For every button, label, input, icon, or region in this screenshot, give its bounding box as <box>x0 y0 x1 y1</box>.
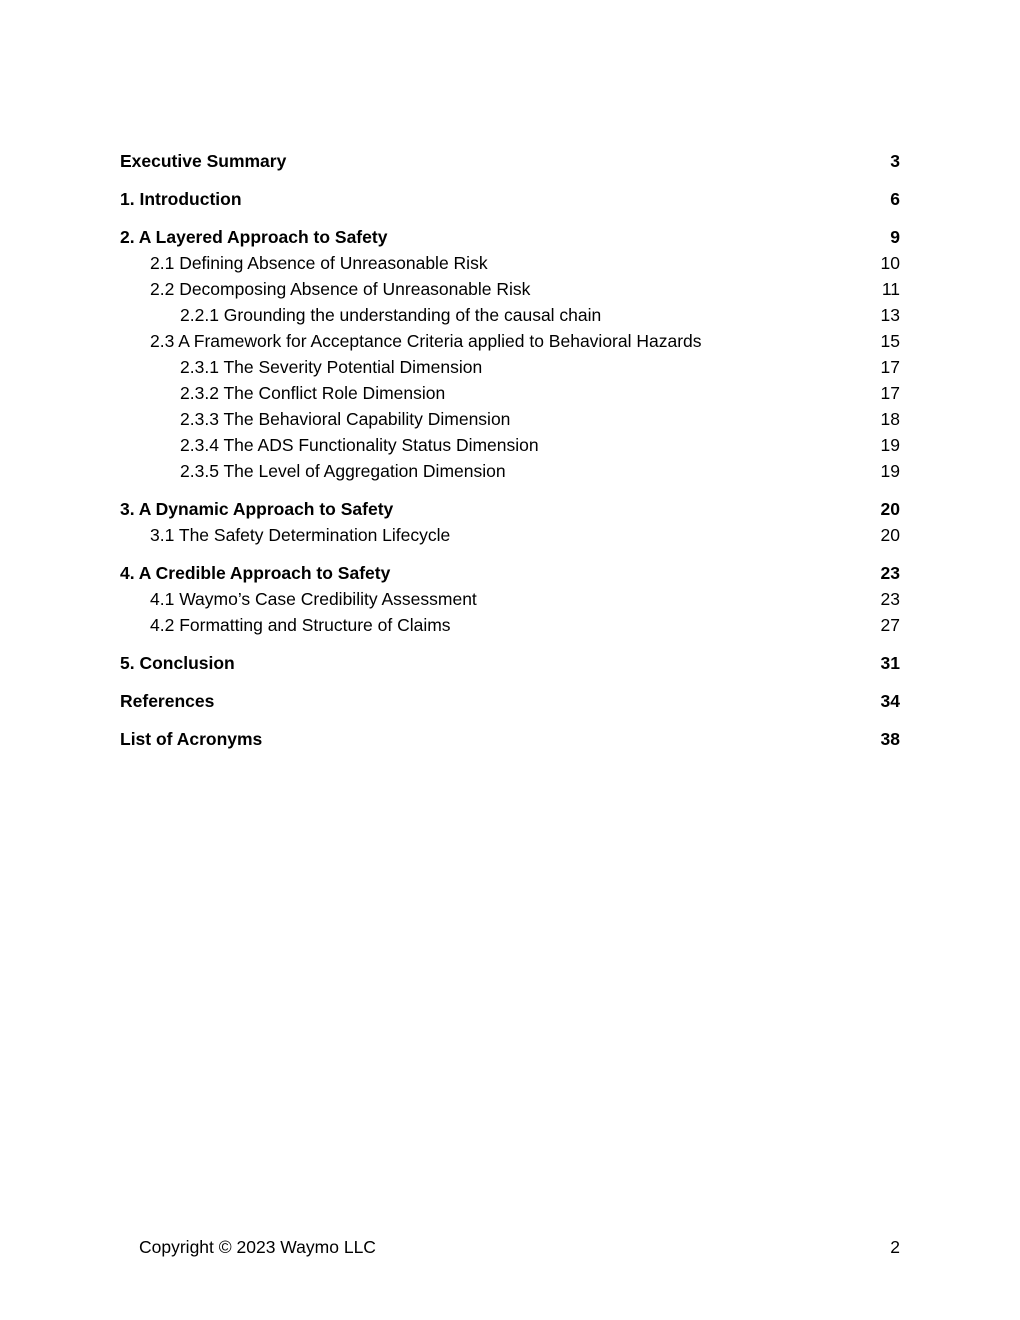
toc-entry-title: 4. A Credible Approach to Safety <box>120 563 391 583</box>
toc-entry-executive-summary[interactable] <box>120 148 900 174</box>
toc-entry-page: 11 <box>881 279 900 299</box>
toc-entry-title: 2.3.3 The Behavioral Capability Dimension <box>180 409 511 429</box>
toc-entry-title: References <box>120 691 215 711</box>
toc-entry-title: 2.2 Decomposing Absence of Unreasonable Risk <box>150 279 531 299</box>
toc-entry-title: 4.2 Formatting and Structure of Claims <box>150 615 451 635</box>
table-of-contents <box>120 148 900 752</box>
toc-entry-2-3[interactable] <box>120 328 900 354</box>
toc-entry-page: 6 <box>890 189 900 209</box>
toc-entry-2-3-4[interactable] <box>120 432 900 458</box>
toc-entry-title: Executive Summary <box>120 151 287 171</box>
toc-entry-4-2[interactable] <box>120 612 900 638</box>
toc-entry-references[interactable] <box>120 688 900 714</box>
toc-entry-title: 4.1 Waymo’s Case Credibility Assessment <box>150 589 477 609</box>
toc-entry-2-3-5[interactable] <box>120 458 900 484</box>
toc-entry-2-1[interactable] <box>120 250 900 276</box>
toc-entry-title: 2.1 Defining Absence of Unreasonable Risk <box>150 253 488 273</box>
toc-entry-page: 17 <box>880 383 900 403</box>
toc-entry-page: 13 <box>880 305 900 325</box>
footer-copyright: Copyright © 2023 Waymo LLC <box>139 1237 376 1257</box>
toc-entry-title: 2.3.1 The Severity Potential Dimension <box>180 357 483 377</box>
toc-entry-credible-approach[interactable] <box>120 560 900 586</box>
toc-entry-title: List of Acronyms <box>120 729 263 749</box>
toc-entry-page: 19 <box>880 461 900 481</box>
toc-entry-page: 34 <box>880 691 900 711</box>
toc-entry-page: 10 <box>880 253 900 273</box>
toc-entry-page: 17 <box>880 357 900 377</box>
toc-entry-page: 19 <box>880 435 900 455</box>
toc-entry-title: 2.2.1 Grounding the understanding of the causal chain <box>180 305 602 325</box>
toc-entry-2-3-3[interactable] <box>120 406 900 432</box>
toc-entry-title: 3.1 The Safety Determination Lifecycle <box>150 525 451 545</box>
toc-entry-page: 23 <box>880 589 900 609</box>
toc-entry-page: 38 <box>880 729 900 749</box>
toc-entry-2-2-1[interactable] <box>120 302 900 328</box>
toc-entry-title: 2.3.2 The Conflict Role Dimension <box>180 383 446 403</box>
toc-entry-introduction[interactable] <box>120 186 900 212</box>
toc-entry-title: 1. Introduction <box>120 189 242 209</box>
toc-entry-dynamic-approach[interactable] <box>120 496 900 522</box>
toc-entry-conclusion[interactable] <box>120 650 900 676</box>
toc-entry-page: 27 <box>880 615 900 635</box>
page-footer <box>139 1234 900 1260</box>
toc-entry-title: 2. A Layered Approach to Safety <box>120 227 388 247</box>
toc-entry-title: 3. A Dynamic Approach to Safety <box>120 499 394 519</box>
toc-entry-title: 5. Conclusion <box>120 653 235 673</box>
toc-entry-page: 3 <box>890 151 900 171</box>
toc-entry-page: 23 <box>880 563 900 583</box>
toc-entry-4-1[interactable] <box>120 586 900 612</box>
toc-entry-title: 2.3.5 The Level of Aggregation Dimension <box>180 461 506 481</box>
toc-entry-title: 2.3 A Framework for Acceptance Criteria applied to Behavioral Hazards <box>150 331 702 351</box>
toc-entry-2-3-2[interactable] <box>120 380 900 406</box>
toc-entry-page: 9 <box>890 227 900 247</box>
toc-entry-page: 31 <box>880 653 900 673</box>
toc-entry-page: 20 <box>880 525 900 545</box>
toc-entry-page: 15 <box>880 331 900 351</box>
footer-page-number: 2 <box>890 1237 900 1257</box>
toc-entry-2-2[interactable] <box>120 276 900 302</box>
toc-entry-3-1[interactable] <box>120 522 900 548</box>
toc-entry-title: 2.3.4 The ADS Functionality Status Dimension <box>180 435 539 455</box>
toc-entry-page: 18 <box>880 409 900 429</box>
toc-entry-list-of-acronyms[interactable] <box>120 726 900 752</box>
toc-entry-page: 20 <box>880 499 900 519</box>
toc-entry-2-3-1[interactable] <box>120 354 900 380</box>
toc-entry-layered-approach[interactable] <box>120 224 900 250</box>
